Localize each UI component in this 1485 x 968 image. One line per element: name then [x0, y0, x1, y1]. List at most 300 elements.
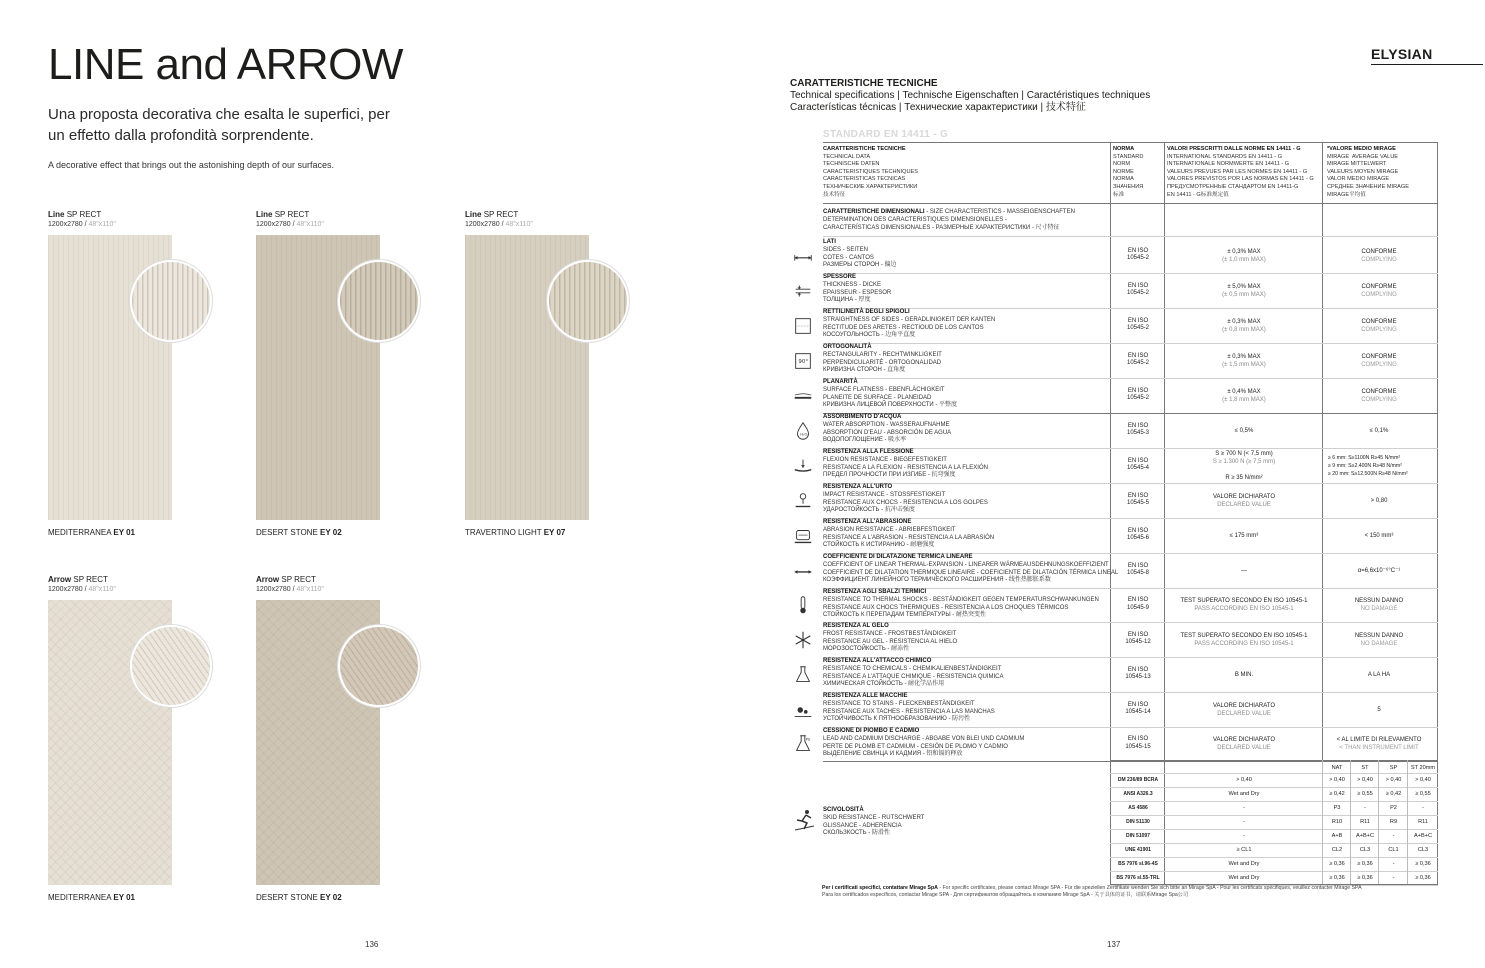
tile-5: [256, 575, 342, 902]
slip-standard: AS 4586: [1128, 805, 1148, 811]
header-line: *VALORE MEDIO MIRAGE: [1327, 146, 1396, 152]
slip-value: -: [1392, 875, 1395, 881]
spec-required-line: (± 1,5 mm MAX): [1222, 361, 1266, 368]
tile-size-inch: 48"x110": [505, 221, 533, 228]
dimensional-line1: - SIZE CHARACTERISTICS - MASSEIGENSCHAFTEN: [924, 209, 1075, 215]
spec-label: [823, 658, 1004, 689]
spec-label-line: SURFACE FLATNESS - EBENFLÄCHIGKEIT: [823, 386, 945, 393]
spec-norm-line: 10545-2: [1126, 290, 1150, 297]
slip-col-header: SP: [1389, 765, 1398, 771]
spec-norm-line: EN ISO: [1127, 247, 1149, 254]
frost-icon: [792, 629, 814, 651]
spec-label-line: PERTE DE PLOMB ET CADMIUM - CESIÓN DE PLOMO Y CADMIO: [823, 743, 1008, 750]
spec-mirage-value: [1324, 248, 1434, 264]
dimensional-line3: CARACTERÍSTICAS DIMENSIONALES - РАЗМЕРНЫЕ ХАРАКТЕРИСТИКИ - 尺寸特征: [823, 224, 1060, 231]
table-top-rule: [823, 142, 1438, 143]
spec-row: [790, 483, 1438, 518]
spec-norm: [1110, 667, 1166, 683]
spec-norm-line: 10545-2: [1126, 255, 1150, 262]
thermal-expansion-icon: [792, 560, 814, 582]
spec-label-line: ВОДОПОГЛОЩЕНИЕ - 吸水率: [823, 437, 907, 444]
spec-required: [1166, 283, 1322, 299]
spec-row: [790, 622, 1438, 657]
footnote-bold: Per i certificati specifici, contattare Mirage SpA: [822, 885, 938, 891]
spec-required-line: R ≥ 35 N/mm²: [1225, 474, 1263, 481]
header-line: 技术特征: [823, 191, 846, 198]
tile-size-inch: 48"x110": [296, 586, 324, 593]
spec-mirage-value: [1324, 427, 1434, 435]
spec-mirage-line: ≥ 9 mm: S≥2.400N R≥48 N/mm²: [1328, 462, 1402, 469]
slip-standard: BS 7976 sl.96-4S: [1118, 861, 1158, 867]
spec-mirage-value: [1324, 318, 1434, 334]
spec-norm-line: 10545-2: [1126, 395, 1150, 402]
spec-label-line: КРИВИЗНА ЛИЦЕВОЙ ПОВЕРХНОСТИ - 平整度: [823, 402, 958, 409]
spec-required: [1166, 248, 1322, 264]
spec-label-line: STRAIGHTNESS OF SIDES - GERADLINIGKEIT DER KANTEN: [823, 316, 996, 323]
spec-title: RESISTENZA ALL'ABRASIONE: [823, 519, 912, 525]
spec-required-line: TEST SUPERATO SECONDO EN ISO 10545-1: [1180, 598, 1308, 604]
spec-label-line: PERPENDICULARITÉ - ORTOGONALIDAD: [823, 359, 942, 366]
spec-mirage-value: [1324, 597, 1434, 613]
slip-value: CL2: [1331, 847, 1343, 853]
header-line: CARATTERISTICHE TECNICHE: [823, 146, 906, 152]
spec-title: RESISTENZA AGLI SBALZI TERMICI: [823, 589, 927, 595]
tile-zoom-detail: [130, 625, 212, 707]
spec-mirage-line: CONFORME: [1361, 283, 1397, 290]
spec-required: [1166, 450, 1322, 482]
spec-required-line: ± 5,0% MAX: [1227, 283, 1261, 290]
spec-required-line: ± 0,3% MAX: [1227, 353, 1261, 360]
spec-norm: [1110, 458, 1166, 474]
spec-title: RESISTENZA ALL'ATTACCO CHIMICO: [823, 658, 932, 664]
slip-value: ≥ 0,55: [1415, 791, 1431, 797]
spec-required-line: VALORE DICHIARATO: [1212, 702, 1275, 709]
header-line: INTERNATIONAL STANDARDS EN 14411 - G: [1167, 153, 1283, 160]
spec-row: [790, 273, 1438, 308]
header-line: VALORI PRESCRITTI DALLE NORME EN 14411 - G: [1167, 146, 1301, 152]
spec-mirage-line: NO DAMAGE: [1360, 606, 1398, 612]
tile-caption: [256, 893, 342, 902]
tile-series-name: Line: [465, 210, 482, 219]
slip-rule: [1110, 843, 1438, 844]
slip-resistance-label: [823, 807, 924, 838]
straightness-icon: [792, 315, 814, 337]
tile-series: [256, 575, 324, 585]
spec-heading-line2: Technical specifications | Technische Eigenschaften | Caractéristiques techniques: [790, 90, 1151, 101]
slip-col-rule: [1378, 760, 1379, 884]
spec-required: [1166, 532, 1322, 540]
spec-row: [790, 692, 1438, 727]
spec-required-line: ± 0,3% MAX: [1227, 318, 1261, 325]
spec-mirage-line: COMPLYING: [1361, 396, 1397, 403]
slip-standard: DIN 51097: [1126, 833, 1150, 839]
spec-row: [790, 308, 1438, 343]
tile-1: [48, 210, 136, 537]
spec-label-line: УСТОЙЧИВОСТЬ К ПЯТНООБРАЗОВАНИЮ - 防污性: [823, 716, 971, 723]
brand-name: ELYSIAN: [1371, 46, 1433, 62]
slip-value: A+B+C: [1413, 833, 1433, 839]
spec-norm-line: EN ISO: [1127, 631, 1149, 638]
spec-norm-line: 10545-13: [1125, 674, 1151, 681]
spec-label-line: МОРОЗОСТОЙКОСТЬ - 耐冻性: [823, 646, 910, 653]
spec-required-line: VALORE DICHIARATO: [1212, 493, 1275, 500]
tile-series-name: Line: [48, 210, 65, 219]
slip-required: Wet and Dry: [1228, 861, 1260, 867]
slip-value: P3: [1333, 805, 1341, 811]
spec-label-line: КОСОУГОЛЬНОСТЬ - 边角平直度: [823, 332, 916, 339]
spec-norm-line: 10545-4: [1126, 465, 1150, 472]
tile-series: [48, 575, 116, 585]
spec-label: [823, 309, 995, 340]
spec-required-line: B MIN.: [1234, 671, 1254, 678]
spec-required-line: TEST SUPERATO SECONDO EN ISO 10545-1: [1180, 632, 1308, 639]
spec-norm-line: EN ISO: [1127, 562, 1149, 569]
spec-mirage-line: CONFORME: [1361, 318, 1397, 325]
slip-standard: DM 236/89 BCRA: [1117, 777, 1159, 783]
slip-row: [1111, 815, 1438, 829]
spec-required-line: DECLARED VALUE: [1217, 501, 1271, 508]
sides-icon: [792, 245, 814, 267]
spec-label-line: ВЫДЕЛЕНИЕ СВИНЦА И КАДМИЯ - 铅和镉的释放: [823, 751, 963, 758]
header-line: NORMA: [1113, 146, 1135, 152]
spec-title: RESISTENZA AL GELO: [823, 623, 889, 629]
spec-label-line: RESISTANCE A LA FLEXION - RESISTENCIA A LA FLEXIÓN: [823, 464, 988, 471]
spec-label-line: WATER ABSORPTION - WASSERAUFNAHME: [823, 421, 950, 428]
slip-value: P2: [1390, 805, 1397, 811]
water-absorption-icon: [792, 420, 814, 442]
slip-required: Wet and Dry: [1228, 791, 1260, 797]
slip-line1: SKID RESISTANCE - RUTSCHWERT: [823, 814, 925, 821]
slip-line2: GLISSANCE - ADHERENCIA: [823, 822, 902, 829]
slip-value: > 0,40: [1385, 777, 1402, 783]
spec-norm-line: EN ISO: [1127, 282, 1149, 289]
tile-zoom-detail: [547, 260, 629, 342]
spec-label-line: ТОЛЩИНА - 厚度: [823, 297, 871, 304]
slip-required: -: [1243, 805, 1245, 811]
tile-color-name: DESERT STONE: [256, 893, 318, 902]
spec-required-line: ± 0,4% MAX: [1227, 388, 1261, 395]
slip-col-rule: [1407, 760, 1408, 884]
spec-norm: [1110, 736, 1166, 752]
spec-label: [823, 728, 1024, 759]
slip-row: [1111, 871, 1438, 885]
spec-norm-line: 10545-9: [1126, 604, 1150, 611]
slip-value: -: [1364, 805, 1366, 811]
spec-label: [823, 274, 891, 305]
spec-label: [823, 693, 995, 724]
spec-required: [1166, 597, 1322, 613]
slip-rule: [1110, 815, 1438, 816]
header-line: NORMA: [1113, 176, 1134, 183]
spec-required: [1166, 671, 1322, 679]
tile-code: EY 07: [543, 528, 566, 537]
spec-label-line: RECTITUDE DES ARETES - RECTIOUD DE LOS CANTOS: [823, 324, 984, 331]
slip-title: SCIVOLOSITÀ: [823, 807, 864, 813]
spec-norm: [1110, 597, 1166, 613]
spec-label-line: ХИМИЧЕСКАЯ СТОЙКОСТЬ - 耐化学品作用: [823, 681, 945, 688]
header-bottom-rule: [823, 203, 1438, 204]
spec-norm-line: 10545-8: [1126, 570, 1150, 577]
spec-label-line: THICKNESS - DICKE: [823, 281, 882, 288]
spec-row: [790, 518, 1438, 553]
slip-resistance-icon: [792, 808, 816, 832]
spec-label-line: RESISTANCE A L'ATTAQUE CHIMIQUE - RESISTENCIA QUIMICA: [823, 673, 1004, 680]
tile-zoom-detail: [130, 260, 212, 342]
spec-mirage-value: [1328, 454, 1438, 478]
tile-size-mm: 1200x2780 /: [256, 586, 295, 593]
spec-norm-line: EN ISO: [1127, 701, 1149, 708]
tile-size: [256, 585, 324, 594]
spec-norm: [1110, 563, 1166, 579]
slip-rule: [1110, 801, 1438, 802]
spec-norm-line: EN ISO: [1127, 387, 1149, 394]
slip-standard: DIN 51130: [1126, 819, 1150, 825]
tile-color-name: TRAVERTINO LIGHT: [465, 528, 542, 537]
tile-code: EY 01: [113, 528, 136, 537]
spec-label-line: FLEXION RESISTANCE - BIEGEFESTIGKEIT: [823, 456, 947, 463]
spec-required-line: S ≥ 700 N (< 7,5 mm): [1215, 450, 1273, 457]
slip-value: ≥ 0,36: [1357, 861, 1373, 867]
slip-value: ≥ 0,55: [1357, 791, 1373, 797]
spec-norm-line: 10545-2: [1126, 360, 1150, 367]
spec-title: RESISTENZA ALLE MACCHIE: [823, 693, 908, 699]
slip-col-rule: [1350, 760, 1351, 884]
slip-row: [1111, 773, 1438, 787]
slip-value: ≥ 0,42: [1385, 791, 1402, 797]
slip-rule: [1110, 871, 1438, 872]
spec-mirage-line: CONFORME: [1361, 248, 1397, 255]
spec-mirage-value: [1324, 632, 1434, 648]
header-line: MIRAGE平均值: [1327, 191, 1366, 198]
tile-type: SP RECT: [73, 575, 108, 584]
slip-required: > 0,40: [1236, 777, 1252, 783]
spec-title: PLANARITÀ: [823, 379, 858, 385]
header-line: ЗНАЧЕНИЯ: [1113, 183, 1144, 190]
spec-label-line: RESISTANCE TO THERMAL SHOCKS - BESTÄNDIGKEIT GEGEN TEMPERATURSCHWANKUNGEN: [823, 596, 1099, 603]
spec-label-line: РАЗМЕРЫ СТОРОН - 偏边: [823, 262, 897, 269]
spec-norm: [1110, 248, 1166, 264]
lead-cadmium-icon: [792, 733, 814, 755]
slip-value: CL3: [1359, 847, 1371, 853]
tile-series: [256, 210, 324, 220]
spec-label-line: СТОЙКОСТЬ К ИСТИРАНИЮ - 耐磨强度: [823, 542, 935, 549]
tile-series-name: Arrow: [256, 575, 280, 584]
slip-col-header: ST: [1361, 765, 1369, 771]
tile-size-mm: 1200x2780 /: [465, 221, 504, 228]
dimensional-line2: DETERMINATION DES CARACTERISTIQUES DIMENSIONELLES -: [823, 216, 1007, 223]
tile-color-name: DESERT STONE: [256, 528, 318, 537]
slip-col-header: ST 20mm: [1410, 765, 1436, 771]
spec-label: [823, 623, 957, 654]
spec-norm-line: EN ISO: [1127, 352, 1149, 359]
spec-required-line: VALORE DICHIARATO: [1212, 737, 1275, 743]
tile-caption: [465, 528, 565, 537]
spec-row: [790, 413, 1438, 448]
slip-required: -: [1243, 833, 1245, 839]
spec-required: [1166, 318, 1322, 334]
tile-size-mm: 1200x2780 /: [48, 586, 87, 593]
spec-label: [823, 519, 994, 550]
slip-value: ≥ 0,42: [1329, 791, 1345, 797]
spec-required-line: (± 0,5 mm MAX): [1222, 291, 1266, 298]
spec-row: [790, 657, 1438, 692]
slip-value: -: [1392, 833, 1395, 839]
spec-label-line: RESISTANCE AUX CHOCS THERMIQUES - RESISTENCIA A LOS CHOQUES TÉRMICOS: [823, 604, 1069, 611]
slip-value: ≥ 0,36: [1329, 875, 1345, 881]
spec-heading: [790, 78, 1150, 114]
tile-code: EY 01: [113, 893, 136, 902]
slip-rule: [1110, 857, 1438, 858]
spec-required-line: [1166, 466, 1322, 474]
spec-required-line: DECLARED VALUE: [1217, 745, 1271, 751]
spec-label: [823, 589, 1099, 620]
spec-label-line: RECTANGULARITY - RECHTWINKLIGKEIT: [823, 351, 942, 358]
spec-required: [1166, 702, 1322, 718]
slip-col-header: NAT: [1331, 765, 1343, 771]
header-line: 标准: [1113, 191, 1125, 198]
tile-series-name: Arrow: [48, 575, 72, 584]
slip-required: -: [1243, 819, 1245, 825]
header-line: NORME: [1113, 168, 1134, 175]
spec-mirage-value: [1324, 353, 1434, 369]
tile-zoom-detail: [338, 260, 420, 342]
tile-size: [48, 220, 116, 229]
spec-label-line: ABRASION RESISTANCE - ABRIEBFESTIGKEIT: [823, 526, 956, 533]
slip-value: R9: [1389, 819, 1398, 825]
header-line: VALEURS MOYEN MIRAGE: [1327, 168, 1399, 175]
spec-required-line: DECLARED VALUE: [1217, 710, 1271, 717]
footnote-line2: Para los certificados específicos, contactar Mirage SPA - Для сертификатов обращайтесь в компанию Mirage SpA - 关于具体的证书，请联系Mirage Spa公司: [822, 892, 1189, 898]
spec-required-line: S ≥ 1.300 N (≥ 7,5 mm): [1212, 458, 1276, 465]
tile-size: [465, 220, 533, 229]
slip-standard: ANSI A326.3: [1123, 791, 1153, 797]
header-col-mirage: [1327, 146, 1409, 199]
spec-title: LATI: [823, 239, 836, 245]
spec-mirage-line: α=6,6x10⁻⁶°C⁻¹: [1357, 567, 1401, 574]
subtitle: Una proposta decorativa che esalta le superfici, per un effetto dalla profondità sorprendente.: [48, 106, 390, 144]
flexion-icon: [792, 455, 814, 477]
footnote-line1: - For specific certificates, please contact Mirage SPA - Für die speziellen Zertifikate wenden Sie sich bitte an Mirage SpA - Pour les certificats spécifiques, veuillez contacter Mirage SPA: [937, 885, 1362, 891]
spec-norm: [1110, 702, 1166, 718]
tile-size-mm: 1200x2780 /: [256, 221, 295, 228]
spec-label-line: RESISTANCE TO STAINS - FLECKENBESTÄNDIGKEIT: [823, 700, 975, 707]
header-col-required: [1167, 146, 1314, 199]
slip-value: A+B+C: [1355, 833, 1375, 839]
spec-label-line: IMPACT RESISTANCE - STOSSFESTIGKEIT: [823, 491, 946, 498]
spec-mirage-line: NESSUN DANNO: [1354, 632, 1404, 639]
tile-4: [48, 575, 136, 902]
spec-title: CESSIONE DI PIOMBO E CADMIO: [823, 728, 920, 734]
spec-mirage-line: A LA HA: [1367, 671, 1391, 678]
tile-series-name: Line: [256, 210, 273, 219]
flatness-icon: [792, 385, 814, 407]
spec-row: [790, 727, 1438, 761]
spec-label: [823, 449, 988, 480]
spec-norm-line: EN ISO: [1127, 597, 1149, 604]
header-line: CARACTERISTIQUES TECHNIQUES: [823, 168, 919, 175]
spec-mirage-line: CONFORME: [1361, 353, 1397, 360]
svg-text:Pb: Pb: [805, 737, 811, 742]
spec-row: [790, 553, 1438, 588]
spec-mirage-value: [1324, 736, 1434, 752]
tile-size-mm: 1200x2780 /: [48, 221, 87, 228]
header-line: TECHNICAL DATA: [823, 153, 871, 160]
spec-mirage-line: COMPLYING: [1361, 326, 1397, 333]
spec-norm-line: 10545-14: [1125, 709, 1151, 716]
spec-norm-line: 10545-6: [1126, 535, 1150, 542]
spec-label-line: RESISTANCE AUX CHOCS - RESISTENCIA A LOS GOLPES: [823, 499, 988, 506]
spec-mirage-line: COMPLYING: [1361, 256, 1397, 263]
header-line: ТЕХНИЧЕСКИЕ ХАРАКТЕРИСТИКИ: [823, 183, 918, 190]
spec-required: [1166, 388, 1322, 404]
slip-row: [1111, 801, 1438, 815]
header-line: INTERNATIONALE NORMWERTE EN 14411 - G: [1167, 161, 1290, 168]
header-line: VALEURS PREVUES PAR LES NORMES EN 14411 - G: [1167, 168, 1308, 175]
tile-size-inch: 48"x110": [88, 221, 116, 228]
slip-value: > 0,40: [1415, 777, 1431, 783]
spec-label-line: RESISTANCE AU GEL - RESISTENCIA AL HIELO: [823, 638, 958, 645]
spec-norm-line: 10545-15: [1125, 743, 1151, 750]
spec-mirage-value: [1324, 532, 1434, 540]
spec-norm-line: 10545-2: [1126, 325, 1150, 332]
spec-required: [1166, 353, 1322, 369]
spec-mirage-line: CONFORME: [1361, 388, 1397, 395]
tile-type: SP RECT: [274, 210, 310, 219]
slip-row: [1111, 787, 1438, 801]
tile-size-inch: 48"x110": [296, 221, 324, 228]
spec-required-line: (± 1,0 mm MAX): [1222, 256, 1266, 263]
spec-norm-line: EN ISO: [1127, 736, 1149, 743]
spec-required: [1166, 493, 1322, 509]
spec-mirage-line: < THAN INSTRUMENT LIMIT: [1339, 745, 1419, 751]
spec-required: [1166, 632, 1322, 648]
spec-mirage-line: COMPLYING: [1361, 361, 1397, 368]
slip-rule: [1110, 773, 1438, 774]
slip-value: A+B: [1331, 833, 1343, 839]
tile-zoom-detail: [338, 625, 420, 707]
tile-color-name: MEDITERRANEA: [48, 528, 112, 537]
spec-norm: [1110, 353, 1166, 369]
slip-value: CL3: [1417, 847, 1429, 853]
tile-3: [465, 210, 566, 537]
tile-caption: [256, 528, 342, 537]
header-line: ПРЕДУСМОТРЕННЫЕ СТАНДАРТОМ EN 14411-G: [1167, 183, 1299, 190]
slip-row: [1111, 857, 1438, 871]
tile-size-inch: 48"x110": [88, 586, 116, 593]
spec-label-line: COEFFICIENT OF LINEAR THERMAL-EXPANSION - LINEARER WÄRMEAUSDEHNUNGSKOEFFIZIENT: [823, 561, 1109, 568]
header-col-characteristics: [823, 146, 918, 199]
spec-norm-line: EN ISO: [1127, 457, 1149, 464]
header-line: NORM: [1113, 161, 1131, 168]
page-number-right: 137: [1107, 940, 1121, 949]
spec-label-line: EPAISSEUR - ESPESOR: [823, 289, 892, 296]
thermal-shock-icon: [792, 594, 814, 616]
spec-mirage-line: 5: [1377, 706, 1381, 713]
slip-standard: BS 7976 sl.55-TRL: [1116, 875, 1160, 881]
spec-mirage-value: [1324, 497, 1434, 505]
spec-heading-line3: Características técnicas | Технические характеристики | 技术特征: [790, 102, 1086, 113]
spec-norm: [1110, 632, 1166, 648]
spec-label-line: LEAD AND CADMIUM DISCHARGE - ABGABE VON BLEI UND CADMIUM: [823, 735, 1025, 742]
footnote: [822, 885, 1362, 899]
spec-norm: [1110, 528, 1166, 544]
spec-mirage-line: ≥ 6 mm: S≥1100N R≥45 N/mm²: [1328, 454, 1401, 461]
slip-required: ≥ CL1: [1236, 847, 1252, 853]
svg-text:H₂O: H₂O: [800, 432, 808, 437]
slip-value: CL1: [1388, 847, 1399, 853]
spec-mirage-value: [1324, 567, 1434, 575]
spec-label-line: RESISTANCE A L'ABRASION - RESISTENCIA A LA ABRASIÓN: [823, 534, 995, 541]
